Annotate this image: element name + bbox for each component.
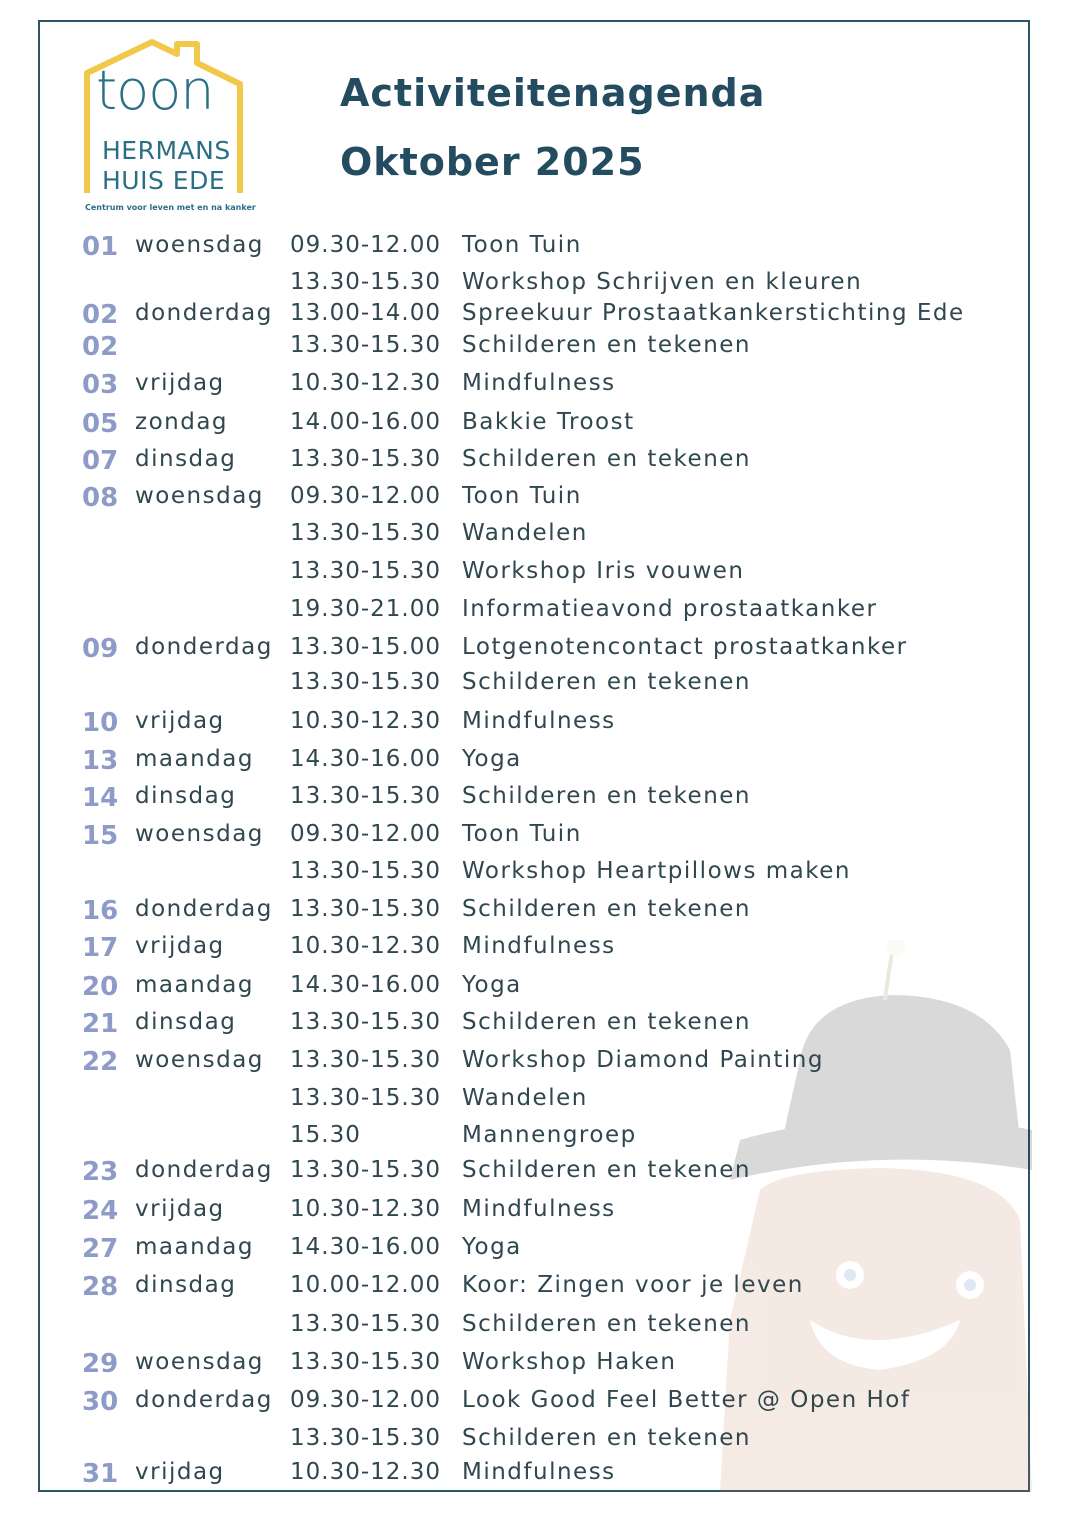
time-slot: 09.30-12.00 [290, 232, 441, 258]
agenda-row [0, 785, 1070, 821]
date-number: 23 [82, 1157, 119, 1187]
time-slot: 13.30-15.30 [290, 1425, 441, 1451]
date-number: 31 [82, 1459, 119, 1489]
weekday: woensdag [135, 821, 264, 847]
weekday: vrijdag [135, 370, 225, 396]
activity-name: Schilderen en tekenen [462, 783, 752, 809]
weekday: dinsdag [135, 783, 237, 809]
agenda-row [0, 1198, 1070, 1234]
date-number: 08 [82, 483, 119, 513]
weekday: vrijdag [135, 1196, 225, 1222]
activity-name: Mindfulness [462, 933, 616, 959]
time-slot: 13.30-15.30 [290, 783, 441, 809]
agenda-row [0, 1159, 1070, 1195]
date-number: 14 [82, 783, 119, 813]
agenda-row [0, 598, 1070, 634]
agenda-row [0, 671, 1070, 707]
date-number: 15 [82, 821, 119, 851]
date-number: 28 [82, 1272, 119, 1302]
time-slot: 10.30-12.30 [290, 1196, 441, 1222]
activity-name: Workshop Iris vouwen [462, 558, 745, 584]
activity-name: Bakkie Troost [462, 409, 635, 435]
time-slot: 19.30-21.00 [290, 596, 441, 622]
time-slot: 15.30 [290, 1122, 361, 1148]
time-slot: 13.30-15.30 [290, 669, 441, 695]
time-slot: 10.30-12.30 [290, 708, 441, 734]
time-slot: 13.30-15.30 [290, 1047, 441, 1073]
date-number: 10 [82, 708, 119, 738]
date-number: 01 [82, 232, 119, 262]
date-number: 03 [82, 370, 119, 400]
agenda-row [0, 1461, 1070, 1497]
date-number: 22 [82, 1047, 119, 1077]
agenda-row [0, 1274, 1070, 1310]
logo-tagline: Centrum voor leven met en na kanker [85, 203, 256, 212]
activity-name: Schilderen en tekenen [462, 1157, 752, 1183]
agenda-row [0, 334, 1070, 370]
time-slot: 13.00-14.00 [290, 300, 441, 326]
agenda-row [0, 636, 1070, 672]
logo-wordmark: toon [96, 59, 214, 122]
activity-name: Wandelen [462, 520, 588, 546]
date-number: 17 [82, 933, 119, 963]
logo-line-hermans: HERMANS [102, 136, 231, 165]
time-slot: 13.30-15.30 [290, 332, 441, 358]
page-title: Activiteitenagenda [340, 71, 766, 115]
weekday: maandag [135, 972, 254, 998]
activity-name: Koor: Zingen voor je leven [462, 1272, 804, 1298]
activity-name: Toon Tuin [462, 821, 582, 847]
time-slot: 14.30-16.00 [290, 746, 441, 772]
time-slot: 13.30-15.30 [290, 1085, 441, 1111]
time-slot: 13.30-15.30 [290, 896, 441, 922]
weekday: dinsdag [135, 1272, 237, 1298]
activity-name: Schilderen en tekenen [462, 332, 752, 358]
agenda-row [0, 560, 1070, 596]
time-slot: 10.30-12.30 [290, 933, 441, 959]
weekday: donderdag [135, 896, 273, 922]
agenda-row [0, 974, 1070, 1010]
date-number: 20 [82, 972, 119, 1002]
agenda-row [0, 1087, 1070, 1123]
weekday: donderdag [135, 300, 273, 326]
time-slot: 13.30-15.30 [290, 858, 441, 884]
agenda-row [0, 860, 1070, 896]
agenda-row [0, 1011, 1070, 1047]
activity-name: Schilderen en tekenen [462, 1311, 752, 1337]
agenda-row [0, 823, 1070, 859]
toon-hermans-huis-logo [82, 38, 256, 216]
weekday: vrijdag [135, 1459, 225, 1485]
weekday: donderdag [135, 1387, 273, 1413]
weekday: woensdag [135, 483, 264, 509]
activity-name: Workshop Heartpillows maken [462, 858, 851, 884]
agenda-row [0, 234, 1070, 270]
activity-name: Look Good Feel Better @ Open Hof [462, 1387, 911, 1413]
time-slot: 13.30-15.30 [290, 1157, 441, 1183]
date-number: 24 [82, 1196, 119, 1226]
activity-name: Schilderen en tekenen [462, 1425, 752, 1451]
activity-name: Yoga [462, 1234, 522, 1260]
activity-name: Workshop Haken [462, 1349, 677, 1375]
activity-name: Workshop Diamond Painting [462, 1047, 824, 1073]
agenda-row [0, 1049, 1070, 1085]
time-slot: 14.30-16.00 [290, 1234, 441, 1260]
date-number: 02 [82, 332, 119, 362]
date-number: 02 [82, 300, 119, 330]
time-slot: 13.30-15.30 [290, 520, 441, 546]
time-slot: 13.30-15.30 [290, 1311, 441, 1337]
time-slot: 13.30-15.30 [290, 446, 441, 472]
time-slot: 14.30-16.00 [290, 972, 441, 998]
date-number: 09 [82, 634, 119, 664]
time-slot: 13.30-15.30 [290, 558, 441, 584]
agenda-row [0, 1236, 1070, 1272]
time-slot: 09.30-12.00 [290, 1387, 441, 1413]
agenda-row [0, 1313, 1070, 1349]
activity-name: Schilderen en tekenen [462, 896, 752, 922]
agenda-row [0, 485, 1070, 521]
activity-name: Yoga [462, 746, 522, 772]
time-slot: 09.30-12.00 [290, 821, 441, 847]
agenda-row [0, 935, 1070, 971]
date-number: 27 [82, 1234, 119, 1264]
time-slot: 09.30-12.00 [290, 483, 441, 509]
activity-name: Toon Tuin [462, 232, 582, 258]
weekday: vrijdag [135, 933, 225, 959]
time-slot: 13.30-15.00 [290, 634, 441, 660]
date-number: 05 [82, 409, 119, 439]
agenda-row [0, 522, 1070, 558]
activity-name: Toon Tuin [462, 483, 582, 509]
agenda-row [0, 1427, 1070, 1463]
weekday: donderdag [135, 1157, 273, 1183]
weekday: donderdag [135, 634, 273, 660]
date-number: 13 [82, 746, 119, 776]
agenda-row [0, 1124, 1070, 1160]
weekday: dinsdag [135, 446, 237, 472]
activity-name: Mannengroep [462, 1122, 637, 1148]
time-slot: 10.00-12.00 [290, 1272, 441, 1298]
weekday: woensdag [135, 1047, 264, 1073]
activity-name: Mindfulness [462, 370, 616, 396]
weekday: maandag [135, 746, 254, 772]
activity-name: Schilderen en tekenen [462, 669, 752, 695]
activity-name: Spreekuur Prostaatkankerstichting Ede [462, 300, 965, 326]
logo-line-huis-ede: HUIS EDE [102, 166, 226, 195]
activity-name: Mindfulness [462, 1459, 616, 1485]
time-slot: 13.30-15.30 [290, 1009, 441, 1035]
activity-name: Wandelen [462, 1085, 588, 1111]
activity-name: Mindfulness [462, 708, 616, 734]
weekday: zondag [135, 409, 229, 435]
date-number: 07 [82, 446, 119, 476]
agenda-row [0, 411, 1070, 447]
activity-name: Yoga [462, 972, 522, 998]
page-subtitle: Oktober 2025 [340, 140, 645, 184]
agenda-row [0, 748, 1070, 784]
agenda-row [0, 448, 1070, 484]
activity-name: Lotgenotencontact prostaatkanker [462, 634, 908, 660]
time-slot: 13.30-15.30 [290, 269, 441, 295]
time-slot: 10.30-12.30 [290, 1459, 441, 1485]
weekday: woensdag [135, 1349, 264, 1375]
time-slot: 13.30-15.30 [290, 1349, 441, 1375]
date-number: 21 [82, 1009, 119, 1039]
agenda-row [0, 1351, 1070, 1387]
agenda-row [0, 1389, 1070, 1425]
weekday: woensdag [135, 232, 264, 258]
activity-name: Informatieavond prostaatkanker [462, 596, 878, 622]
date-number: 29 [82, 1349, 119, 1379]
weekday: dinsdag [135, 1009, 237, 1035]
agenda-row [0, 710, 1070, 746]
date-number: 16 [82, 896, 119, 926]
weekday: vrijdag [135, 708, 225, 734]
activity-name: Schilderen en tekenen [462, 446, 752, 472]
agenda-row [0, 898, 1070, 934]
activity-name: Mindfulness [462, 1196, 616, 1222]
time-slot: 14.00-16.00 [290, 409, 441, 435]
agenda-row [0, 372, 1070, 408]
time-slot: 10.30-12.30 [290, 370, 441, 396]
activity-name: Workshop Schrijven en kleuren [462, 269, 863, 295]
date-number: 30 [82, 1387, 119, 1417]
weekday: maandag [135, 1234, 254, 1260]
activity-name: Schilderen en tekenen [462, 1009, 752, 1035]
